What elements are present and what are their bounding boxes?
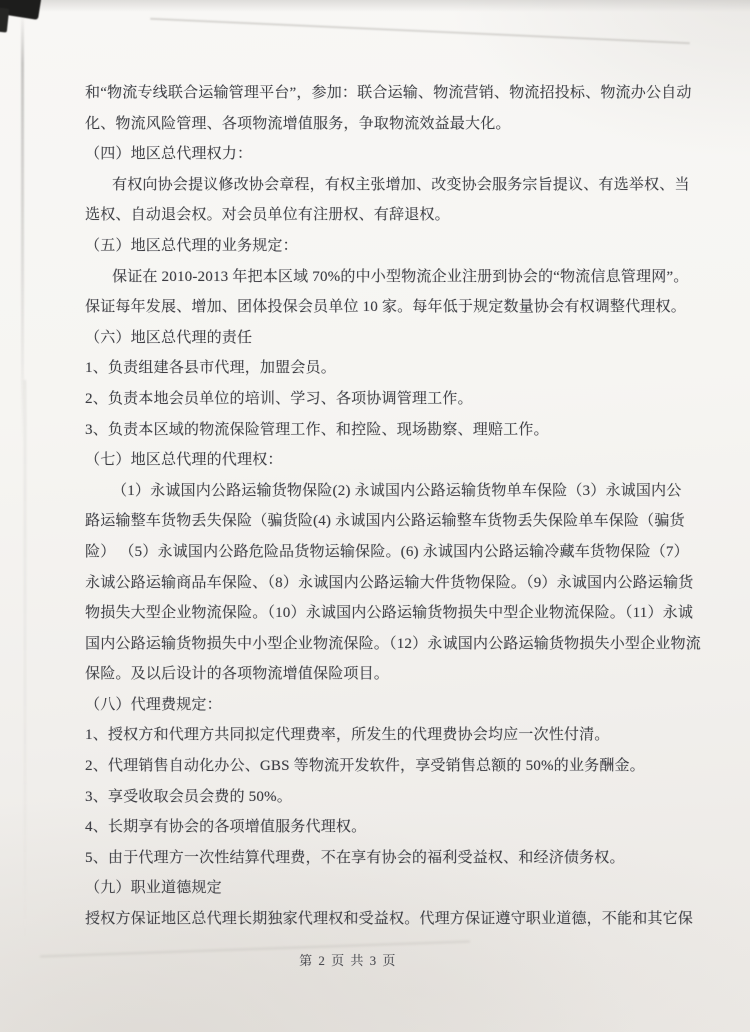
document-body (85, 78, 705, 935)
document-text-line: （五）地区总代理的业务规定： (85, 237, 298, 254)
document-text-line: 化、物流风险管理、各项物流增值服务，争取物流效益最大化。 (85, 115, 511, 132)
document-text-line: （九）职业道德规定 (85, 880, 222, 897)
document-text-line: 险） （5）永诚国内公路危险品货物运输保险。(6) 永诚国内公路运输冷藏车货物保险（7） (85, 543, 689, 560)
page-number-footer (0, 950, 723, 969)
document-text-line: 1、授权方和代理方共同拟定代理费率，所发生的代理费协会均应一次性付清。 (85, 727, 610, 744)
document-text-line: 国内公路运输货物损失中小型企业物流保险。（12）永诚国内公路运输货物损失小型企业物流 (85, 635, 701, 652)
document-text-line: 保险。及以后设计的各项物流增值保险项目。 (85, 666, 390, 683)
document-text-line: （六）地区总代理的责任 (85, 329, 253, 346)
document-text-line: （四）地区总代理权力： (85, 146, 253, 163)
document-text-line: 有权向协会提议修改协会章程，有权主张增加、改变协会服务宗旨提议、有选举权、当 (112, 176, 690, 193)
document-text-line: （七）地区总代理的代理权： (85, 452, 283, 469)
document-text-line: 保证在 2010-2013 年把本区域 70%的中小型物流企业注册到协会的“物流信息管理网”。 (112, 268, 689, 285)
scan-top-edge-shading (0, 0, 750, 12)
document-text-line: 1、负责组建各县市代理，加盟会员。 (85, 360, 336, 377)
document-text-line: 路运输整车货物丢失保险（骗货险(4) 永诚国内公路运输整车货物丢失保险单车保险（骗货 (85, 513, 685, 530)
document-text-line: （八）代理费规定： (85, 696, 222, 713)
document-text-line: 和“物流专线联合运输管理平台”，参加：联合运输、物流营销、物流招投标、物流办公自动 (85, 85, 692, 101)
paper-diagonal-crease-top (150, 18, 690, 44)
paper-vertical-crease-lower (24, 380, 26, 940)
document-text-line: 2、负责本地会员单位的培训、学习、各项协调管理工作。 (85, 390, 473, 407)
document-text-line: 物损失大型企业物流保险。（10）永诚国内公路运输货物损失中型企业物流保险。（11）永诚 (85, 605, 694, 622)
document-text-line: 3、负责本区域的物流保险管理工作、和控险、现场勘察、理赔工作。 (85, 421, 549, 438)
document-text-line: （1）永诚国内公路运输货物保险(2) 永诚国内公路运输货物单车保险（3）永诚国内公 (112, 482, 682, 499)
document-text-line: 选权、自动退会权。对会员单位有注册权、有辞退权。 (85, 207, 450, 224)
document-text-line: 永诚公路运输商品车保险、（8）永诚国内公路运输大件货物保险。（9）永诚国内公路运输货 (85, 574, 694, 591)
document-text-line: 4、长期享有协会的各项增值服务代理权。 (85, 819, 367, 836)
document-text-line: 5、由于代理方一次性结算代理费，不在享有协会的福利受益权、和经济债务权。 (85, 849, 625, 866)
page-number-text: 第 2 页 共 3 页 (299, 953, 397, 968)
paper-vertical-crease (21, 12, 24, 442)
scan-corner-mark-secondary (0, 7, 9, 32)
document-text-line: 3、享受收取会员会费的 50%。 (85, 788, 292, 805)
document-text-line: 2、代理销售自动化办公、GBS 等物流开发软件，享受销售总额的 50%的业务酬金。 (85, 758, 645, 775)
document-text-line: 授权方保证地区总代理长期独家代理权和受益权。代理方保证遵守职业道德，不能和其它保 (85, 911, 694, 928)
document-text-line: 保证每年发展、增加、团体投保会员单位 10 家。每年低于规定数量协会有权调整代理权。 (85, 299, 686, 316)
